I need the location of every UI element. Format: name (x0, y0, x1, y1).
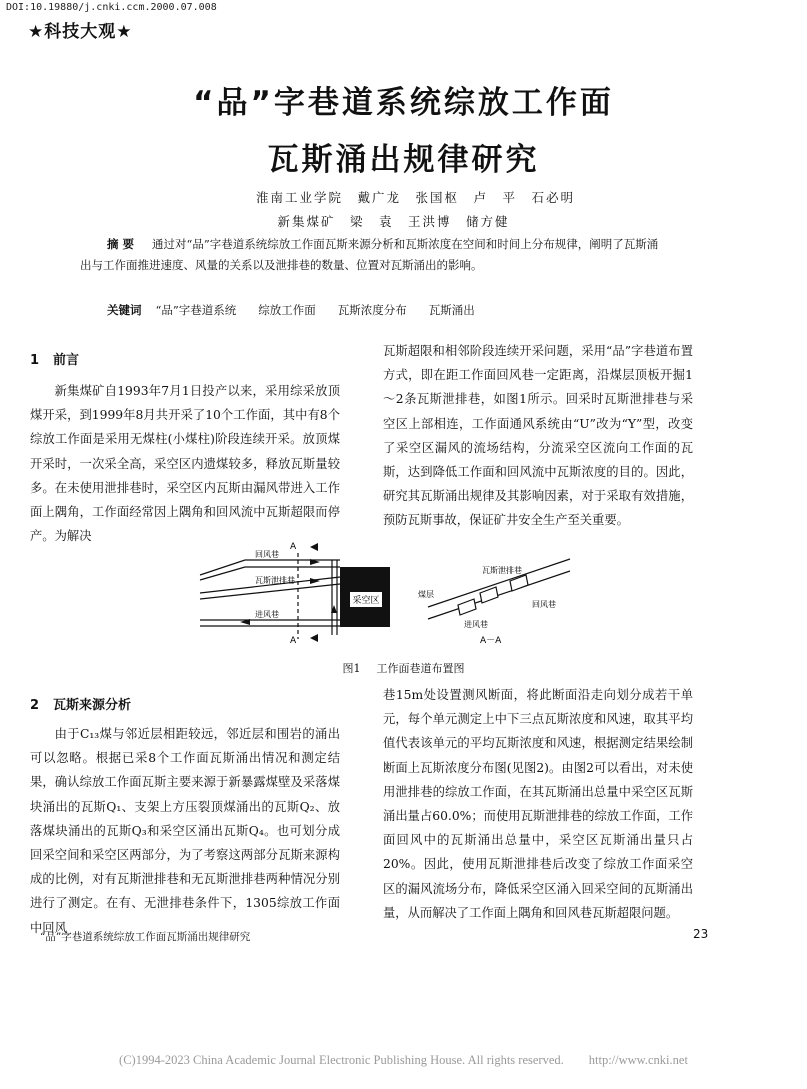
section-title: 瓦斯来源分析 (53, 698, 132, 713)
paragraph: 巷15m处设置测风断面，将此断面沿走向划分成若干单元，每个单元测定上中下三点瓦斯浓度和风速，取其平均值代表该单元的平均瓦斯浓度和风速，根据测定结果绘制断面上瓦斯浓度分布图(见图2)。由图2可以看出，对未使用泄排巷的综放工作面，在其瓦斯涌出总量中采空区瓦斯涌出量占60.0%；而使用瓦斯泄排巷的综放工作面，工作面回风中的瓦斯涌出总量中，采空区瓦斯涌出量只占20%。因此，使用瓦斯泄排巷后改变了综放工作面采空区的漏风流场分布，降低采空区涌入回采空间的瓦斯涌出量，从而解决了工作面上隅角和回风巷瓦斯超限问题。 (383, 688, 693, 920)
roadway-trapezoid (510, 575, 528, 591)
plan-view (200, 553, 340, 639)
section-number: 2 (30, 698, 40, 713)
section-2-left-column (30, 722, 340, 940)
roadway-trapezoid (458, 599, 476, 615)
keywords-label: 关键词 (107, 303, 142, 317)
author-line-1: 淮南工业学院 戴广龙 张国枢 卢 平 石必明 (255, 190, 575, 205)
section-2-right-column (383, 683, 693, 925)
abstract-label: 摘要 (107, 237, 138, 251)
arrow-icon (310, 543, 318, 551)
label-section-aa: A－A (480, 636, 502, 646)
keyword: 瓦斯浓度分布 (337, 303, 407, 317)
label-return-airway-aa: 回风巷 (532, 600, 556, 609)
section-1-right-column (383, 339, 693, 533)
author-line-2: 新集煤矿 梁 袁 王洪博 储方健 (277, 214, 510, 229)
copyright-notice: (C)1994-2023 China Academic Journal Electronic Publishing House. All rights reserved. http://www.cnki.net (119, 1053, 688, 1067)
label-section-a-top: A (290, 542, 297, 552)
column-tag: ★科技大观★ (28, 22, 133, 42)
section-number: 1 (30, 353, 40, 368)
label-gas-drainage-aa: 瓦斯泄排巷 (482, 566, 522, 575)
label-coal-seam: 煤层 (418, 590, 434, 599)
roadway-trapezoid (480, 587, 498, 603)
running-title: “品”字巷道系统综放工作面瓦斯涌出规律研究 (40, 931, 251, 943)
section-1-heading (30, 349, 79, 368)
paragraph: 瓦斯超限和相邻阶段连续开采问题，采用“品”字巷道布置方式，即在距工作面回风巷一定距离，沿煤层顶板开掘1～2条瓦斯泄排巷，如图1所示。回采时瓦斯泄排巷与采空区上部相连，工作面通风系统由“U”改为“Y”型，改变了采空区漏风的流场结构，分流采空区流向工作面的瓦斯，达到降低工作面和回风流中瓦斯浓度的目的。因此，研究其瓦斯涌出规律及其影响因素，对于采取有效措施，预防瓦斯事故，保证矿井安全生产至关重要。 (383, 344, 693, 528)
gas-drainage-line (200, 584, 340, 599)
figure-1-diagram (180, 535, 620, 655)
figure-1-caption (0, 660, 807, 676)
keyword: “品”字巷道系统 (155, 303, 237, 317)
section-2-heading (30, 694, 131, 713)
label-return-airway: 回风巷 (255, 550, 279, 559)
coal-seam-line (428, 571, 570, 619)
paragraph: 由于C₁₃煤与邻近层相距较远，邻近层和围岩的涌出可以忽略。根据已采8个工作面瓦斯涌出情况和测定结果，确认综放工作面瓦斯主要来源于新暴露煤壁及采落煤块涌出的瓦斯Q₁、支架上方压裂顶煤涌出的瓦斯Q₂、放落煤块涌出的瓦斯Q₃和采空区涌出瓦斯Q₄。也可划分成回采空间和采空区两部分，为了考察这两部分瓦斯来源构成的比例，对有瓦斯泄排巷和无瓦斯泄排巷两种情况分别进行了测定。在有、无泄排巷条件下，1305综放工作面中回风 (30, 727, 340, 935)
label-section-a-bottom: A (290, 636, 297, 646)
label-gas-drainage: 瓦斯泄排巷 (255, 576, 295, 585)
label-gob: 采空区 (352, 596, 380, 606)
keyword: 瓦斯涌出 (428, 303, 475, 317)
article-title-line1: “品”字巷道系统综放工作面 (193, 85, 614, 121)
arrow-icon (310, 634, 318, 642)
caption-label: 图1 (342, 662, 361, 675)
page-number: 23 (693, 927, 709, 941)
section-title: 前言 (53, 353, 80, 368)
label-intake-airway: 进风巷 (255, 610, 279, 619)
caption-text: 工作面巷道布置图 (376, 662, 465, 675)
label-intake-airway-aa: 进风巷 (464, 620, 488, 629)
article-title-line2: 瓦斯涌出规律研究 (267, 142, 540, 178)
abstract (80, 234, 660, 276)
paragraph: 新集煤矿自1993年7月1日投产以来，采用综采放顶煤开采，到1999年8月共开采了10个工作面，其中有8个综放工作面是采用无煤柱(小煤柱)阶段连续开采。放顶煤开采时，一次采全高，采空区内遗煤较多，释放瓦斯量较多。在未使用泄排巷时，采空区内瓦斯由漏风带进入工作面上隅角，工作面经常因上隅角和回风流中瓦斯超限而停产。为解决 (30, 384, 340, 544)
doi-line: DOI:10.19880/j.cnki.ccm.2000.07.008 (6, 2, 217, 13)
section-1-left-column (30, 379, 340, 548)
keyword: 综放工作面 (258, 303, 316, 317)
abstract-text: 通过对“品”字巷道系统综放工作面瓦斯来源分析和瓦斯浓度在空间和时间上分布规律，阐明了瓦斯涌出与工作面推进速度、风量的关系以及泄排巷的数量、位置对瓦斯涌出的影响。 (80, 237, 659, 272)
keywords (107, 302, 497, 318)
